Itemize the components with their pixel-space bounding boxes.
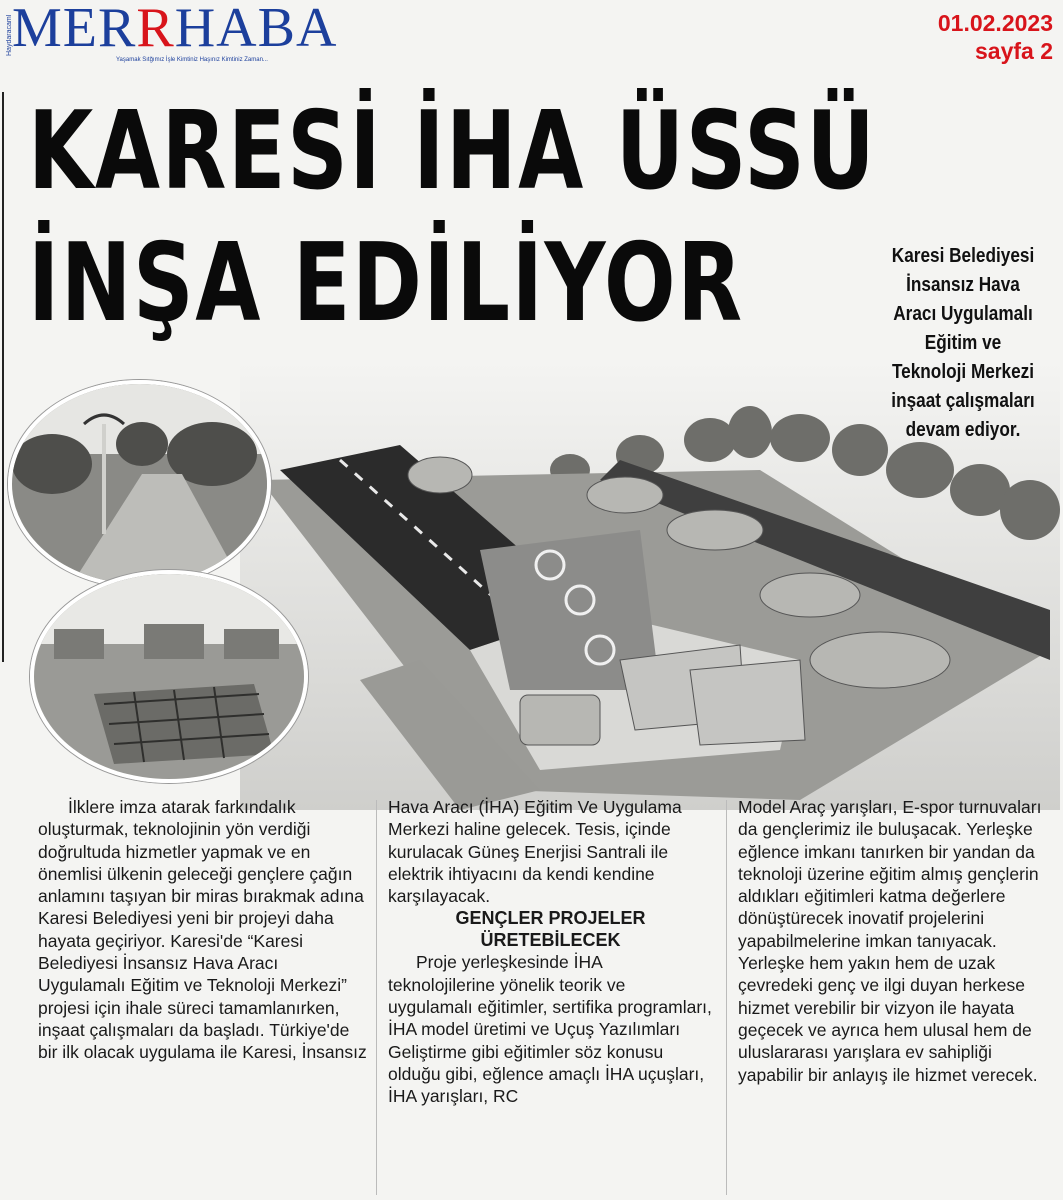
logo-tagline: Yaşamak Sıtğımız İşle Kimtiniz Haşınız Kimtiniz Zaman... bbox=[116, 57, 268, 63]
headline-line-1: KARESİ İHA ÜSSÜ bbox=[28, 89, 877, 214]
construction-photo-circle bbox=[30, 570, 308, 783]
logo-side-text: Haydaracaml bbox=[6, 14, 13, 56]
logo-text-left: MER bbox=[12, 0, 137, 59]
article-column-2-intro: Hava Aracı (İHA) Eğitim Ve Uygulama Merkezi haline gelecek. Tesis, içinde kurulacak Güneş Enerjisi Santrali ile elektrik ihtiyacını da kendi kendine karşılayacak. bbox=[388, 797, 682, 907]
headline-line-2: İNŞA EDİLİYOR bbox=[28, 221, 744, 346]
construction-photo-drawing bbox=[34, 574, 304, 779]
headline bbox=[28, 86, 877, 350]
issue-date: 01.02.2023 bbox=[937, 10, 1053, 36]
column-divider bbox=[726, 800, 727, 1195]
masthead bbox=[6, 0, 338, 70]
column-divider bbox=[376, 800, 377, 1195]
article-subhead: GENÇLER PROJELER ÜRETEBİLECEK bbox=[455, 908, 646, 951]
newspaper-logo bbox=[12, 0, 337, 58]
logo-text-right: HABA bbox=[174, 0, 338, 59]
article-column-2 bbox=[388, 796, 713, 1108]
logo-text-accent: R bbox=[136, 0, 175, 59]
issue-page: sayfa 2 bbox=[974, 38, 1053, 64]
article-column-1: İlklere imza atarak farkındalık oluşturmak, teknolojinin yön verdiği doğrultuda hizmetler yapmak ve en önemlisi ülkenin geleceği gençlere çağın anlamını taşıyan bir miras bırakmak adına Karesi Belediyesi yeni bir projeyi daha hayata geçiriyor. Karesi'de “Karesi Belediyesi İnsansız Hava Aracı Uygulamalı Eğitim ve Teknoloji Merkezi” projesi için ihale süreci tamamlanırken, inşaat çalışmaları da başladı. Türkiye'de bir ilk olacak uygulama ile Karesi, İnsansız bbox=[38, 797, 367, 1063]
park-photo-circle bbox=[8, 380, 271, 588]
left-vertical-rule bbox=[2, 92, 4, 662]
article-column-3: Model Araç yarışları, E-spor turnuvaları da gençlerimiz ile buluşacak. Yerleşke eğlence imkanı tanırken bir yandan da teknoloji üzerine eğitim almış gençlerin aldıkları eğitimleri katma değerlere dönüştürecek inovatif projelerini yapabilmelerine imkan tanıyacak. Yerleşke hem yakın hem de uzak çevredeki genç ve ilgi duyan herkese hizmet verebilir bir vizyon ile hayata geçecek ve ayrıca hem ulusal hem de uluslararası yarışlara ev sahipliği yapabilir bir anlayış ile hizmet verecek. bbox=[738, 797, 1042, 1085]
article-column-2-body: Proje yerleşkesinde İHA teknolojilerine yönelik teorik ve uygulamalı eğitimler, sertifika programları, İHA model üretimi ve Uçuş Yazılımları Geliştirme gibi eğitimler söz konusu olduğu gibi, eğlence amaçlı İHA uçuşları, İHA yarışları, RC bbox=[388, 952, 712, 1107]
article-spot: Karesi Belediyesi İnsansız Hava Aracı Uygulamalı Eğitim ve Teknoloji Merkezi inşaat çalışmaları devam ediyor. bbox=[891, 245, 1035, 441]
park-photo-drawing bbox=[12, 384, 267, 584]
